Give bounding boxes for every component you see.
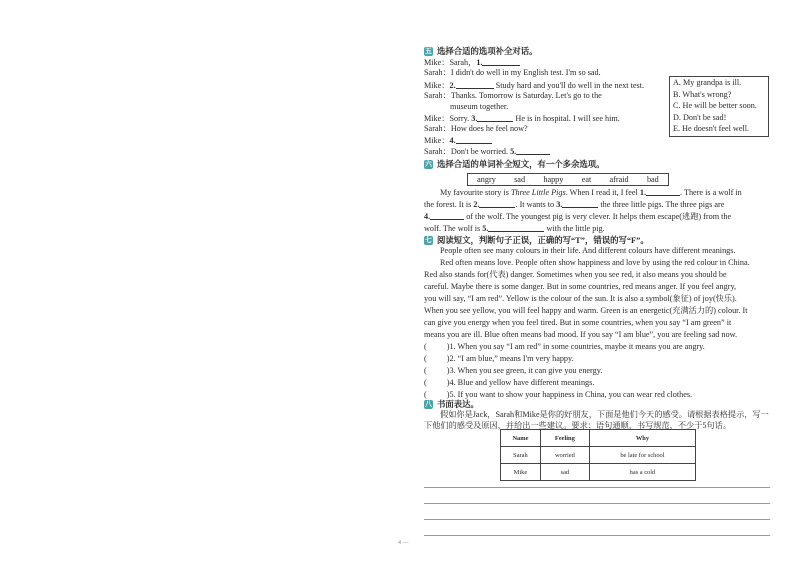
- table-header-row: [501, 430, 696, 447]
- dialogue-line-2: Sarah：I didn't do well in my English test. I'm so sad.: [424, 68, 601, 77]
- cloze-line-3: 4. of the wolf. The youngest pig is very clever. It helps them escape(逃跑) from the: [424, 212, 732, 221]
- table-header: Why: [589, 430, 695, 447]
- section-number-badge: 八: [425, 399, 432, 408]
- cloze-line-1: My favourite story is Three Little Pigs. When I read it, I feel 1. . There is a wolf in: [440, 188, 742, 197]
- writing-line[interactable]: [424, 535, 770, 536]
- passage-line: People often see many colours in their life. And different colours have different meanings.: [440, 246, 736, 255]
- section-4-heading: [424, 398, 479, 410]
- option-d: D. Don't be sad!: [673, 112, 727, 122]
- writing-prompt-line-2: 下他们的感受及原因，并给出一些建议。要求：语句通顺，书写规范，不少于5句话。: [424, 421, 732, 430]
- option-e: E. He doesn't feel well.: [673, 124, 750, 134]
- passage-line: Red often means love. People often show happiness and love by using the red colour in China.: [440, 258, 750, 267]
- cloze-line-4: wolf. The wolf is 5. with the little pig.: [424, 224, 605, 233]
- dialogue-line-4: Sarah：Thanks. Tomorrow is Saturday. Let's go to the: [424, 91, 602, 100]
- writing-line[interactable]: [424, 503, 770, 504]
- table-header: Feeling: [540, 430, 589, 447]
- table-cell: sad: [540, 464, 589, 481]
- table-cell: worried: [540, 447, 589, 464]
- section-number-badge: 六: [425, 159, 432, 168]
- section-2-heading: [424, 158, 605, 170]
- dialogue-line-1: Mike：Sarah，1.: [424, 57, 520, 68]
- page-number: 4 —: [398, 540, 409, 546]
- passage-line: can give you energy when you feel tired. But in some countries, when you say “I am green” it: [424, 318, 732, 327]
- option-b: B. What's wrong?: [673, 89, 732, 99]
- tf-statement-1: ( )1. When you say “I am red” in some countries, maybe it means you are angry.: [424, 342, 705, 351]
- section-title: 书面表达。: [437, 400, 479, 409]
- passage-line: you will say, “I am red”. Yellow is the colour of the sun. It is also a symbol(象征) of joy(快乐).: [424, 294, 737, 303]
- tf-statement-4: ( )4. Blue and yellow have different meanings.: [424, 378, 595, 387]
- feelings-table: [500, 429, 696, 481]
- dialogue-line-4b: museum together.: [450, 102, 509, 111]
- dialogue-line-6: Sarah：How does he feel now?: [424, 124, 528, 133]
- tf-statement-3: ( )3. When you see green, it can give you energy.: [424, 366, 603, 375]
- word: angry: [477, 175, 496, 184]
- dialogue-line-8: Sarah：Don't be worried. 5.: [424, 146, 550, 157]
- word-bank: [467, 173, 669, 186]
- option-c: C. He will be better soon.: [673, 101, 757, 111]
- tf-statement-5: ( )5. If you want to show your happiness in China, you can wear red clothes.: [424, 390, 693, 399]
- word: afraid: [609, 175, 629, 184]
- table-row: [501, 464, 696, 481]
- passage-line: When you see yellow, you will feel happy and warm. Green is an energetic(充满活力的) colour. It: [424, 306, 748, 315]
- section-title: 选择合适的选项补全对话。: [437, 47, 538, 56]
- passage-line: means you are ill. Blue often means bad mood. If you say “I am blue”, you are feeling sad now.: [424, 330, 737, 339]
- table-row: [501, 447, 696, 464]
- dialogue-line-7: Mike：4.: [424, 135, 492, 146]
- dialogue-line-3: Mike：2. Study hard and you'll do well in the next test.: [424, 81, 645, 90]
- dialogue-line-5: Mike：Sorry. 3. He is in hospital. I will see him.: [424, 114, 620, 123]
- table-cell: be late for school: [589, 447, 695, 464]
- table-cell: Mike: [501, 464, 541, 481]
- section-1-heading: [424, 45, 538, 57]
- section-title: 选择合适的单词补全短文，有一个多余选项。: [437, 160, 605, 169]
- writing-line[interactable]: [424, 487, 770, 488]
- table-cell: Sarah: [501, 447, 541, 464]
- passage-line: careful. Maybe there is some danger. But in some countries, red means anger. If you feel angry,: [424, 282, 737, 291]
- writing-line[interactable]: [424, 519, 770, 520]
- passage-line: Red also stands for(代表) danger. Sometimes when you see red, it also means you should be: [424, 270, 727, 279]
- word: eat: [581, 175, 592, 184]
- tf-statement-2: ( )2. “I am blue,” means I'm very happy.: [424, 354, 574, 363]
- table-cell: has a cold: [589, 464, 695, 481]
- option-a: A. My grandpa is ill.: [673, 78, 742, 87]
- options-box: [669, 76, 769, 137]
- table-header: Name: [501, 430, 541, 447]
- section-title: 阅读短文，判断句子正误，正确的写“T”，错误的写“F”。: [437, 236, 649, 245]
- word: bad: [646, 175, 659, 184]
- section-number-badge: 七: [425, 235, 432, 244]
- writing-prompt-line-1: 假如你是Jack，Sarah和Mike是你的好朋友，下面是他们今天的感受。请根据表格提示，写一: [440, 410, 769, 419]
- word: happy: [543, 175, 564, 184]
- section-3-heading: [424, 234, 649, 246]
- cloze-line-2: the forest. It is 2. . It wants to 3. the three little pigs. The three pigs are: [424, 200, 725, 209]
- word: sad: [514, 175, 526, 184]
- section-number-badge: 五: [425, 46, 432, 55]
